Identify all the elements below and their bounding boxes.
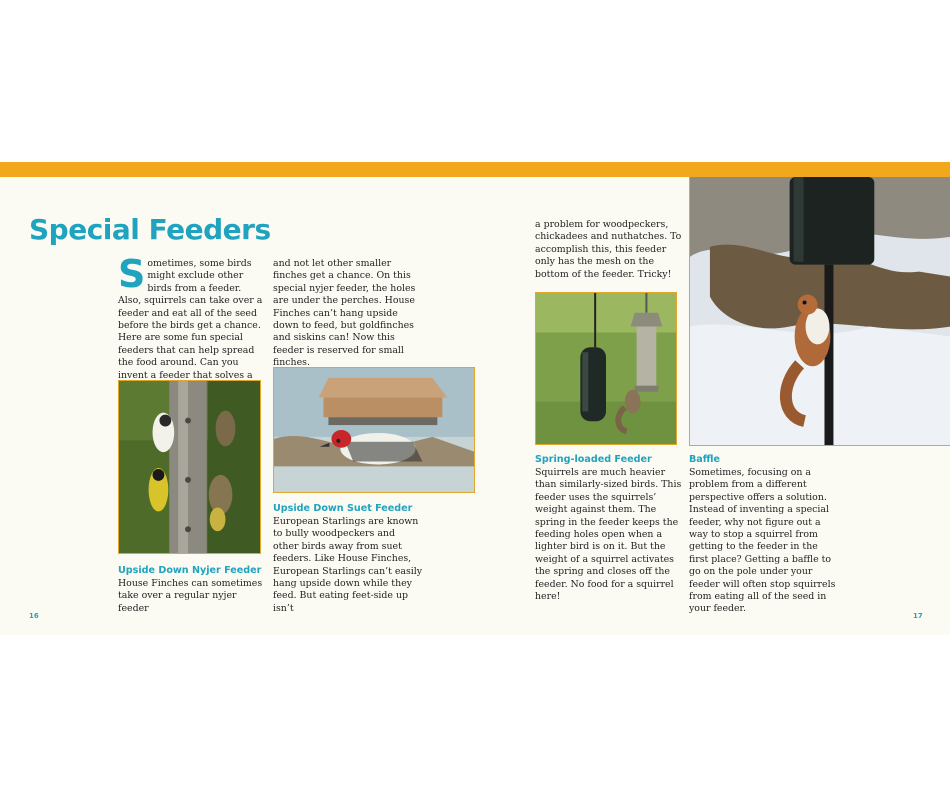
top-color-band [0,162,950,177]
page-number-right: 17 [913,612,923,620]
spring-caption-block [535,454,683,603]
column-three-top [535,219,683,281]
col3-text: a problem for woodpeckers, chickadees and nuthatches. To accomplish this, this feeder only has the mesh on the bottom of the feeder. Tricky! [535,219,682,280]
nyjer-caption-block [118,565,264,615]
nyjer-text: House Finches can sometimes take over a regular nyjer feeder [118,578,263,614]
drop-cap: S [118,252,146,296]
intro-column [118,252,264,394]
intro-text: ometimes, some birds might exclude other birds from a feeder. Also, squirrels can take over a feeder and eat all of the seed before the birds get a chance. Here are some fun special feeders that can help spread the food around. Can you invent a feeder that solves a [118,258,263,381]
suet-text: European Starlings are known to bully woodpeckers and other birds away from suet feeders. Like House Finches, European Starlings can’t easily hang upside down while they feed. But eating feet-side up isn’t [273,516,423,614]
nyjer-heading: Upside Down Nyjer Feeder [118,565,262,576]
col2-text: and not let other smaller finches get a chance. On this special nyjer feeder, the holes are under the perches. House Finches can’t hang upside down to feed, but goldfinches and siskins can! Now this feeder is reserved for small finches. [273,258,416,369]
suet-feeder-photo [273,367,475,493]
baffle-caption-block [689,454,839,616]
book-spread [0,177,950,635]
spring-text: Squirrels are much heavier than similarly-sized birds. This feeder uses the squirrels’ weight against them. The spring in the feeder keeps the feeding holes open when a lighter bird is on it. But the weight of a squirrel activates the spring and closes off the feeder. No food for a squirrel here! [535,467,682,603]
intro-paragraph [118,252,264,394]
column-two-top [273,258,421,370]
baffle-photo [689,177,950,446]
page-title: Special Feeders [29,213,271,246]
page-number-left: 16 [29,612,39,620]
spring-feeder-photo [535,292,677,445]
baffle-heading: Baffle [689,454,721,465]
suet-caption-block [273,503,423,615]
spring-heading: Spring-loaded Feeder [535,454,652,465]
suet-heading: Upside Down Suet Feeder [273,503,413,514]
baffle-text: Sometimes, focusing on a problem from a different perspective offers a solution. Instead of inventing a special feeder, why not figure out a way to stop a squirrel from getting to the feeder in the first place? Getting a baffle to go on the pole under your feeder will often stop squirrels from eating all of the seed in your feeder. [689,467,836,615]
nyjer-feeder-photo [118,380,261,554]
